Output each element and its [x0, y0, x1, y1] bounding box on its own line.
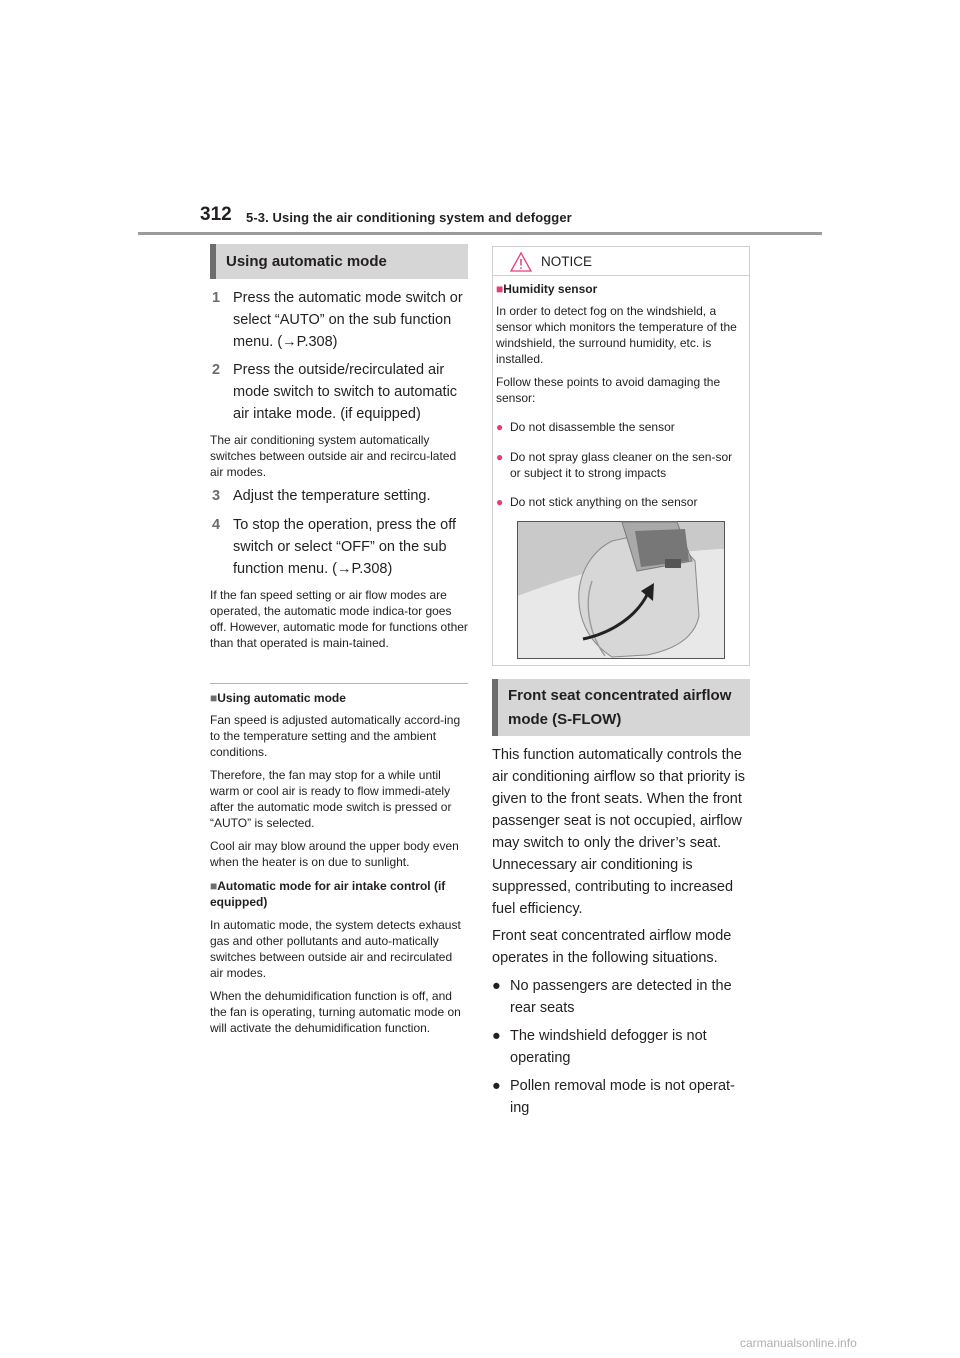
situation-bullet [492, 1025, 750, 1069]
step-2 [212, 359, 472, 425]
step-3 [212, 485, 472, 507]
s-flow-situations-intro: Front seat concentrated airflow mode operates in the following situations. [492, 928, 732, 966]
bullet-icon: ● [492, 978, 501, 994]
step-4 [212, 514, 472, 580]
bullet-icon: ● [496, 450, 504, 464]
situation-bullet [492, 975, 750, 1019]
subheading-air-intake [210, 878, 468, 910]
heading-line: Front seat concentrated airflow [508, 687, 732, 704]
warning-triangle-icon [510, 252, 532, 272]
bullet-text: The windshield defogger is not operating [510, 1028, 707, 1066]
step-number: 3 [212, 488, 221, 504]
notice-box [492, 246, 750, 666]
square-marker-icon: ■ [210, 691, 218, 705]
paragraph: In order to detect fog on the windshield, a sensor which monitors the temperature of the windshield, the surround humidity, etc. is installed. [496, 304, 737, 366]
subheading-text: Using automatic mode [217, 691, 346, 705]
step-text: To stop the operation, press the off switch or select “OFF” on the sub function menu. (→P.308) [233, 517, 457, 577]
bullet-text: No passengers are detected in the rear seats [510, 978, 732, 1016]
note-air-modes: The air conditioning system automatically switches between outside air and recircu-lated air modes. [210, 433, 457, 479]
paragraph: Cool air may blow around the upper body even when the heater is on due to sunlight. [210, 839, 459, 869]
situation-bullet [492, 1075, 750, 1119]
watermark-text: carmanualsonline.info [740, 1336, 857, 1350]
step-text: Press the outside/recirculated air mode switch to switch to automatic air intake mode. (if equipped) [233, 362, 458, 422]
notice-bullet [496, 494, 746, 510]
paragraph: In automatic mode, the system detects exhaust gas and other pollutants and auto-matically switches between outside air and recirculated air modes. [210, 918, 461, 980]
bullet-text: Do not spray glass cleaner on the sen-sor or subject it to strong impacts [510, 450, 733, 480]
bullet-icon: ● [496, 420, 504, 434]
page-number: 312 [200, 204, 232, 225]
bullet-icon: ● [492, 1028, 501, 1044]
notice-bullet [496, 449, 746, 481]
step-number: 1 [212, 290, 221, 306]
section-title: 5-3. Using the air conditioning system and defogger [246, 210, 572, 225]
header-rule [138, 232, 822, 235]
subheading-automatic-mode [210, 690, 468, 706]
divider [210, 683, 468, 684]
bullet-text: Do not stick anything on the sensor [510, 495, 698, 509]
notice-header [493, 247, 749, 276]
bullet-icon: ● [496, 495, 504, 509]
bullet-text: Do not disassemble the sensor [510, 420, 675, 434]
step-number: 2 [212, 362, 221, 378]
notice-title: NOTICE [541, 254, 593, 269]
note-indicator: If the fan speed setting or air flow modes are operated, the automatic mode indica-tor goes off. However, automatic mode for functions other than that operated is main-tained. [210, 588, 468, 650]
humidity-sensor-illustration [517, 521, 725, 659]
paragraph: Follow these points to avoid damaging the sensor: [496, 375, 721, 405]
step-text: Press the automatic mode switch or select “AUTO” on the sub function menu. (→P.308) [233, 290, 463, 350]
heading-automatic-mode: Using automatic mode [210, 244, 468, 279]
paragraph: Fan speed is adjusted automatically accord-ing to the temperature setting and the ambient conditions. [210, 713, 461, 759]
square-marker-icon: ■ [210, 879, 218, 893]
subheading-humidity-sensor [496, 281, 746, 297]
step-text: Adjust the temperature setting. [233, 488, 431, 504]
step-1 [212, 287, 472, 353]
notice-bullet [496, 419, 746, 435]
heading-line: mode (S-FLOW) [508, 711, 622, 728]
bullet-icon: ● [492, 1078, 501, 1094]
bullet-text: Pollen removal mode is not operat-ing [510, 1078, 735, 1116]
paragraph: Therefore, the fan may stop for a while until warm or cool air is ready to flow immedi-ately after the automatic mode switch is pressed or “AUTO” is selected. [210, 768, 452, 830]
subheading-text: Automatic mode for air intake control (if equipped) [210, 879, 446, 909]
square-marker-icon: ■ [496, 282, 504, 296]
heading-s-flow [492, 679, 750, 736]
step-number: 4 [212, 517, 221, 533]
subheading-text: Humidity sensor [503, 282, 598, 296]
paragraph: When the dehumidification function is off, and the fan is operating, turning automatic mode on will activate the dehumidification function. [210, 989, 461, 1035]
s-flow-description: This function automatically controls the air conditioning airflow so that priority is given to the front seats. When the front passenger seat is not occupied, airflow may switch to only the driver’s seat. Unnecessary air conditioning is suppressed, contributing to increased fuel efficiency. [492, 747, 746, 917]
